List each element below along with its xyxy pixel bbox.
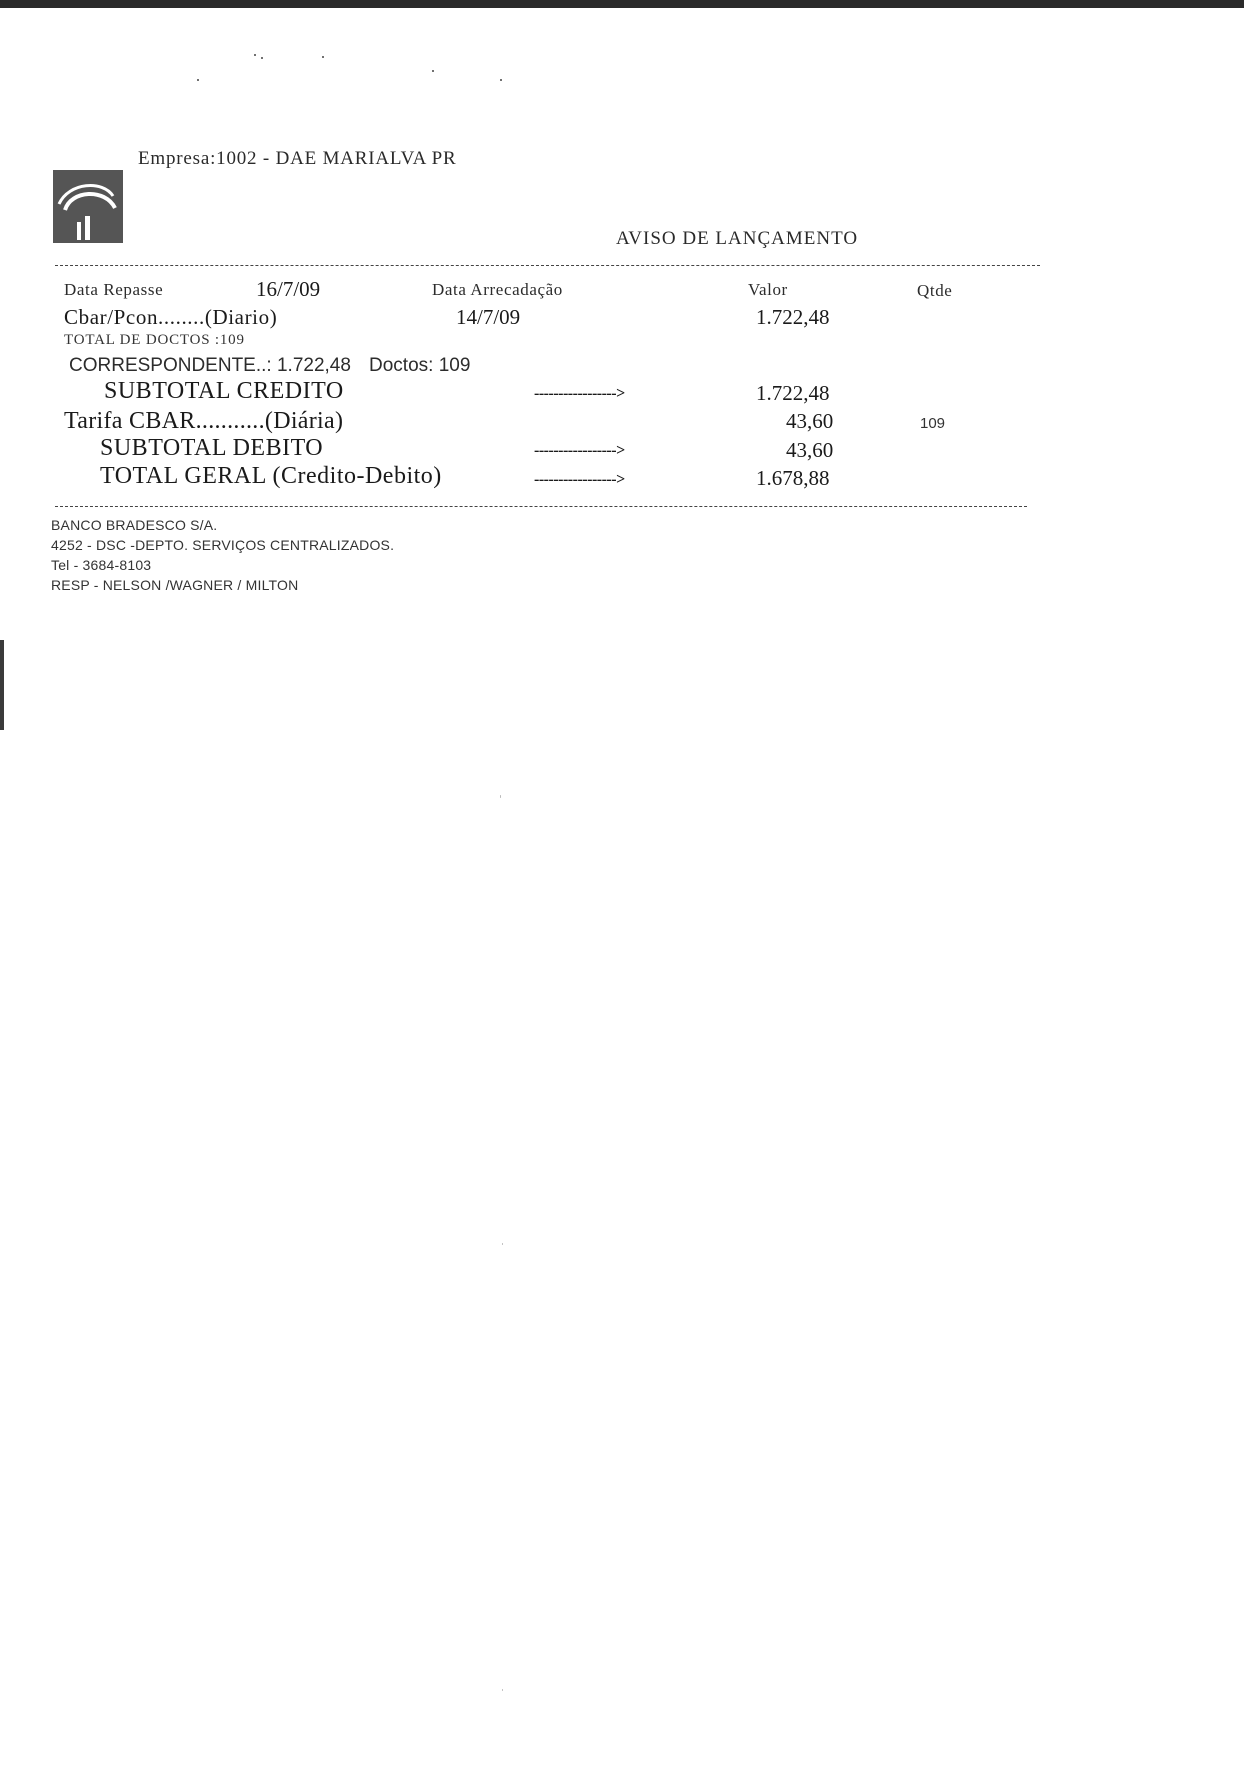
total-geral-arrow: ----------------->: [534, 471, 625, 488]
correspondente-doctos: Doctos: 109: [369, 355, 471, 376]
scan-speck: [261, 57, 263, 59]
scan-speck: [197, 79, 199, 81]
qtde-label: Qtde: [917, 281, 953, 300]
total-geral-valor: 1.678,88: [756, 466, 830, 490]
footer-responsible: RESP - NELSON /WAGNER / MILTON: [51, 577, 299, 593]
scan-speck: [502, 1689, 503, 1691]
scan-border-left: [0, 640, 4, 730]
document-title: AVISO DE LANÇAMENTO: [616, 228, 859, 249]
footer-phone: Tel - 3684-8103: [51, 557, 152, 573]
scan-speck: [500, 79, 502, 81]
total-doctos: TOTAL DE DOCTOS :109: [64, 332, 245, 348]
subtotal-debito-arrow: ----------------->: [534, 442, 625, 459]
subtotal-credito-label: SUBTOTAL CREDITO: [104, 378, 344, 404]
company-name: Empresa:1002 - DAE MARIALVA PR: [138, 148, 457, 169]
footer-department: 4252 - DSC -DEPTO. SERVIÇOS CENTRALIZADOS.: [51, 537, 395, 553]
scan-border-top: [0, 0, 1244, 8]
data-arrecadacao-label: Data Arrecadação: [432, 280, 563, 299]
cbar-valor: 1.722,48: [756, 305, 830, 329]
bottom-divider: [55, 506, 1027, 507]
bradesco-logo-icon: [53, 170, 123, 243]
scan-speck: [500, 795, 501, 798]
data-repasse-value: 16/7/09: [256, 277, 321, 301]
tarifa-qtde: 109: [920, 415, 946, 432]
subtotal-debito-label: SUBTOTAL DEBITO: [100, 435, 324, 461]
scan-speck: [254, 54, 256, 56]
data-repasse-label: Data Repasse: [64, 280, 164, 299]
cbar-pcon-label: Cbar/Pcon........(Diario): [64, 305, 278, 329]
scan-speck: [322, 56, 324, 58]
total-geral-label: TOTAL GERAL (Credito-Debito): [100, 463, 442, 489]
cbar-date: 14/7/09: [456, 305, 521, 329]
correspondente-line: CORRESPONDENTE..: 1.722,48: [69, 355, 351, 376]
valor-label: Valor: [748, 280, 788, 299]
footer-bank-name: BANCO BRADESCO S/A.: [51, 517, 218, 533]
tarifa-cbar-label: Tarifa CBAR...........(Diária): [64, 408, 344, 434]
subtotal-debito-valor: 43,60: [786, 438, 834, 462]
tarifa-valor: 43,60: [786, 409, 834, 433]
subtotal-credito-arrow: ----------------->: [534, 385, 625, 402]
scan-speck: [502, 1243, 503, 1245]
top-divider: [55, 265, 1040, 266]
subtotal-credito-valor: 1.722,48: [756, 381, 830, 405]
scan-speck: [432, 70, 434, 72]
